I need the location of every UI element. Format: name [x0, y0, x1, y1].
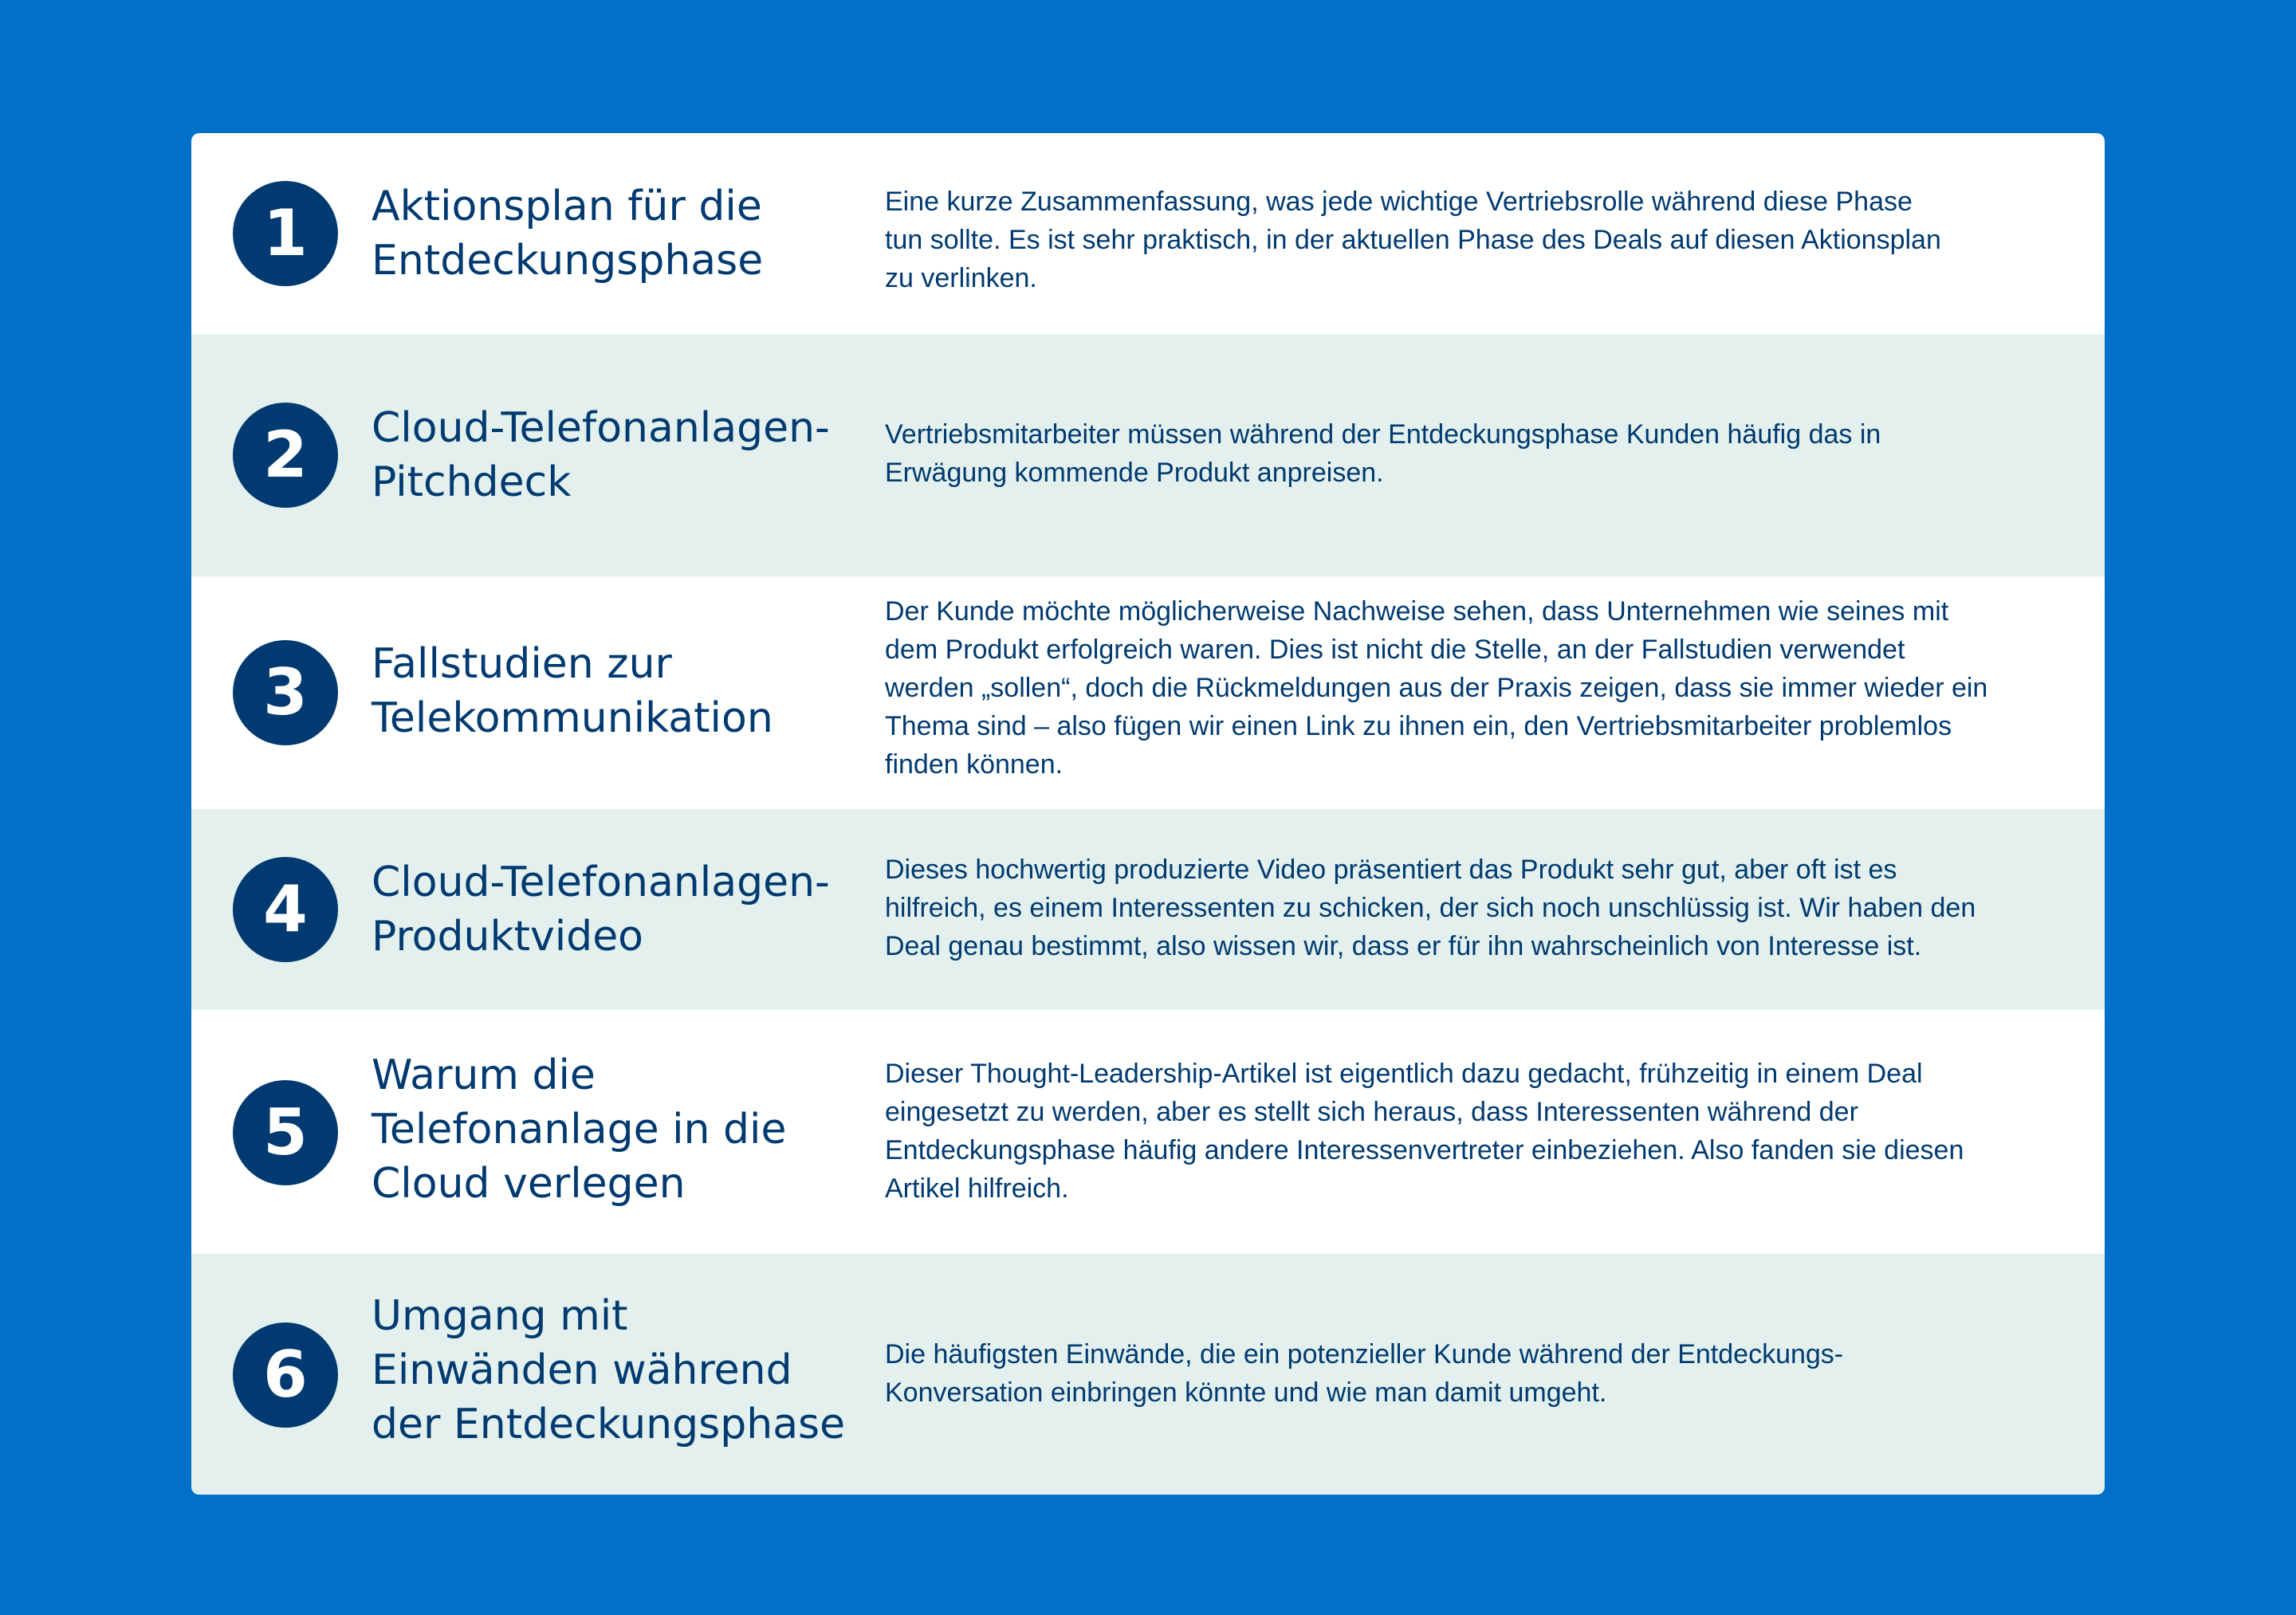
- row-title: Umgang mit Einwänden während der Entdeckungsphase: [372, 1292, 846, 1448]
- step-number-badge: 6: [233, 1322, 338, 1428]
- step-number-badge: 1: [233, 181, 338, 286]
- step-number-badge: 4: [233, 857, 338, 962]
- row-description: Dieser Thought-Leadership-Artikel ist eigentlich dazu gedacht, frühzeitig in einem Deal eingesetzt zu werden, aber es stellt sich heraus, dass Interessenten während der Entdeckungsphase häufig andere Interessenvertreter einbeziehen. Also fanden sie diesen Artikel hilfreich.: [885, 1059, 1964, 1204]
- row-title: Fallstudien zur Telekommunikation: [372, 640, 773, 742]
- row-5: [191, 1010, 2105, 1254]
- step-number-badge: 3: [233, 640, 338, 745]
- row-description: Die häufigsten Einwände, die ein potenzieller Kunde während der Entdeckungs- Konversation einbringen könnte und wie man damit umgeht.: [885, 1339, 1844, 1408]
- row-6: [191, 1254, 2105, 1495]
- row-description: Eine kurze Zusammenfassung, was jede wichtige Vertriebsrolle während diese Phase tun sollte. Es ist sehr praktisch, in der aktuellen Phase des Deals auf diesen Aktionsplan zu verlinken.: [885, 187, 1941, 293]
- row-4: [191, 809, 2105, 1010]
- row-description: Dieses hochwertig produzierte Video präsentiert das Produkt sehr gut, aber oft ist es hilfreich, es einem Interessenten zu schicken, der sich noch unschlüssig ist. Wir haben den Deal genau bestimmt, also wissen wir, dass er für ihn wahrscheinlich von Interesse ist.: [885, 855, 1976, 961]
- step-number-badge: 2: [233, 403, 338, 508]
- row-description: Vertriebsmitarbeiter müssen während der Entdeckungsphase Kunden häufig das in Erwägung kommende Produkt anpreisen.: [885, 419, 1881, 488]
- step-number-badge: 5: [233, 1080, 338, 1185]
- row-title: Warum die Telefonanlage in die Cloud verlegen: [372, 1051, 787, 1208]
- content-card: [191, 133, 2105, 1495]
- row-title: Aktionsplan für die Entdeckungsphase: [372, 183, 764, 285]
- row-title: Cloud-Telefonanlagen- Produktvideo: [372, 859, 830, 961]
- row-title: Cloud-Telefonanlagen- Pitchdeck: [372, 404, 830, 506]
- row-1: [191, 133, 2105, 334]
- row-3: [191, 576, 2105, 809]
- row-2: [191, 334, 2105, 576]
- row-description: Der Kunde möchte möglicherweise Nachweise sehen, dass Unternehmen wie seines mit dem Produkt erfolgreich waren. Dies ist nicht die Stelle, an der Fallstudien verwendet werden „sollen“, doch die Rückmeldungen aus der Praxis zeigen, dass sie immer wieder ein Thema sind – also fügen wir einen Link zu ihnen ein, den Vertriebsmitarbeiter problemlos finden können.: [885, 596, 1988, 780]
